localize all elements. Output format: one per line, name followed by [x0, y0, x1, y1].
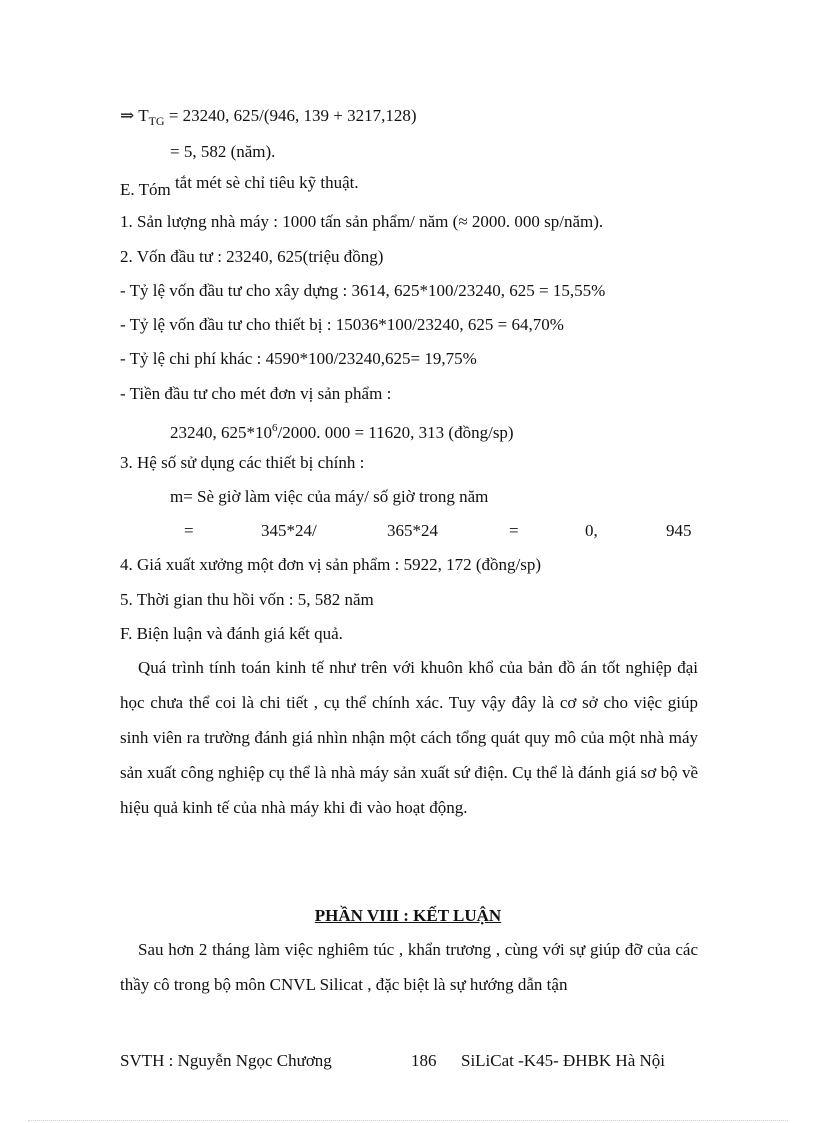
conclusion-paragraph: Sau hơn 2 tháng làm việc nghiêm túc , khẩn trương , cùng với sự giúp đỡ của các thầy cô trong bộ môn CNVL Silicat , đặc biệt là sự hướng dẫn tận — [120, 940, 698, 994]
line-ttg — [120, 105, 417, 132]
unit-formula-b: /2000. 000 = 11620, 313 (đồng/sp) — [277, 423, 514, 442]
item-3: 3. Hệ số sử dụng các thiết bị chính : — [120, 453, 365, 472]
usage-formula: m= Sè giờ làm việc của máy/ số giờ trong năm — [170, 487, 489, 506]
section-f-title: F. Biện luận và đánh giá kết quả. — [120, 624, 343, 643]
section-e-title — [120, 173, 359, 199]
usage-denominator: 365*24 — [387, 521, 438, 540]
usage-eq-1: = — [184, 521, 194, 540]
unit-formula-exponent: 6 — [272, 422, 278, 434]
section-e-prefix: E. Tóm — [120, 180, 175, 199]
unit-investment-label: - Tiền đầu tư cho mét đơn vị sản phẩm : — [120, 384, 392, 403]
ratio-other: - Tỷ lệ chi phí khác : 4590*100/23240,625= 19,75% — [120, 349, 477, 368]
line-ttg-result: = 5, 582 (năm). — [170, 142, 276, 161]
footer-author: SVTH : Nguyễn Ngọc Chương — [120, 1051, 332, 1070]
item-5: 5. Thời gian thu hồi vốn : 5, 582 năm — [120, 590, 374, 609]
item-1: 1. Sản lượng nhà máy : 1000 tấn sản phẩm/ năm (≈ 2000. 000 sp/năm). — [120, 212, 604, 231]
item-2: 2. Vốn đầu tư : 23240, 625(triệu đồng) — [120, 247, 384, 266]
item-4: 4. Giá xuất xưởng một đơn vị sản phẩm : 5922, 172 (đồng/sp) — [120, 555, 541, 574]
unit-formula-a: 23240, 625*10 — [170, 423, 272, 442]
ttg-subscript: TG — [148, 114, 165, 128]
footer-school: SiLiCat -K45- ĐHBK Hà Nội — [461, 1051, 665, 1070]
footer-page-number: 186 — [411, 1051, 437, 1070]
section-e-rest: tắt mét sè chỉ tiêu kỹ thuật. — [174, 173, 359, 192]
unit-investment-formula — [170, 417, 514, 444]
ttg-formula: = 23240, 625/(946, 139 + 3217,128) — [164, 106, 417, 125]
ratio-equipment: - Tỷ lệ vốn đầu tư cho thiết bị : 15036*100/23240, 625 = 64,70% — [120, 315, 564, 334]
ttg-symbol: T — [134, 106, 149, 125]
usage-numerator: 345*24/ — [261, 521, 317, 540]
usage-result-dec: 945 — [666, 521, 692, 540]
evaluation-paragraph: Quá trình tính toán kinh tế như trên với khuôn khổ của bản đồ án tốt nghiệp đại học chưa thể coi là chi tiết , cụ thể chính xác. Tuy vậy đây là cơ sở cho việc giúp sinh viên ra trường đánh giá nhìn nhận một cách tổng quát quy mô của một nhà máy sản xuất công nghiệp cụ thể là nhà máy sản xuất sứ điện. Cụ thể là đánh giá sơ bộ về hiệu quả kinh tế của nhà máy khi đi vào hoạt động. — [120, 658, 698, 817]
conclusion-heading: PHẦN VIII : KẾT LUẬN — [314, 906, 502, 925]
implies-arrow: ⇒ — [120, 106, 135, 125]
usage-eq-2: = — [509, 521, 519, 540]
usage-result-int: 0, — [585, 521, 598, 540]
page-bottom-border — [28, 1120, 788, 1121]
ratio-construction: - Tỷ lệ vốn đầu tư cho xây dựng : 3614, 625*100/23240, 625 = 15,55% — [120, 281, 606, 300]
